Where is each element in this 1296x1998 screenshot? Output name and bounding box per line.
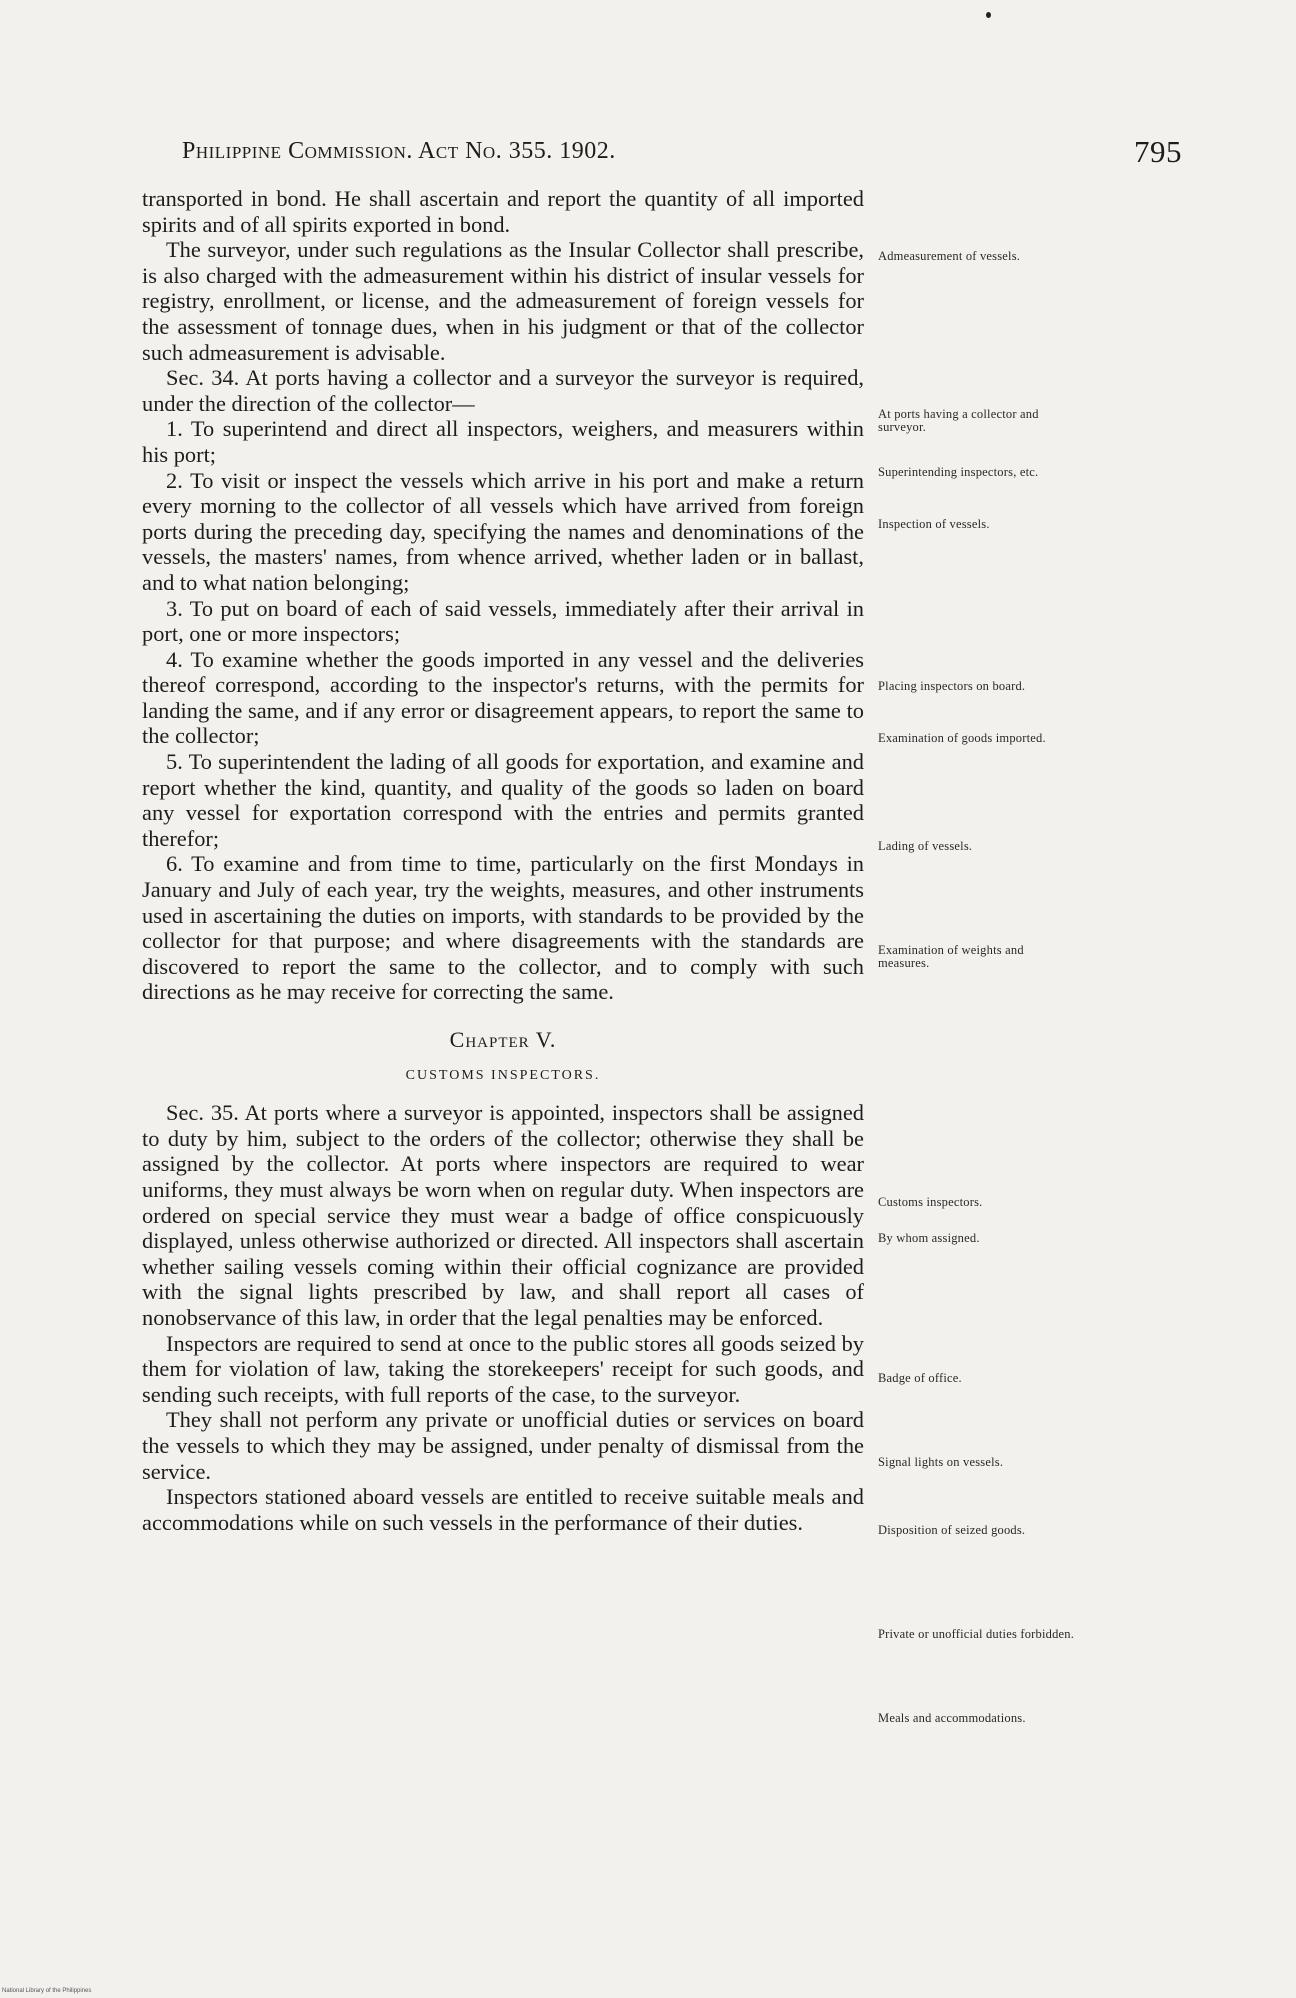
running-head xyxy=(182,136,1182,172)
margin-note: Admeasurement of vessels. xyxy=(878,249,1021,263)
paragraph: 1. To superintend and direct all inspectors, weighers, and measurers within his port; xyxy=(142,416,864,467)
paragraph: 5. To superintendent the lading of all goods for exportation, and examine and report whether the kind, quantity, and quality of the goods so laden on board any vessel for exportation correspond with the entries and permits granted therefor; xyxy=(142,749,864,851)
running-head-title: Philippine Commission. Act No. 355. 1902. xyxy=(182,138,616,164)
chapter-heading: Chapter V. xyxy=(449,1027,557,1052)
margin-note: Signal lights on vessels. xyxy=(878,1455,1004,1469)
margin-note: Disposition of seized goods. xyxy=(878,1523,1026,1537)
paragraph: 3. To put on board of each of said vessels, immediately after their arrival in port, one or more inspectors; xyxy=(142,595,864,647)
paragraph: Sec. 35. At ports where a surveyor is appointed, inspectors shall be assigned to duty by him, subject to the orders of the collector; otherwise they shall be assigned by the collector. At ports where inspectors are required to wear uniforms, they must always be worn when on regular duty. When inspectors are ordered on special service they must wear a badge of office conspicuously displayed, unless otherwise authorized or directed. All inspectors shall ascertain whether sailing vessels coming within their official cognizance are provided with the signal lights prescribed by law, and shall report all cases of nonobservance of this law, in order that the legal penalties may be enforced. xyxy=(142,1100,864,1330)
margin-note: Lading of vessels. xyxy=(878,839,973,853)
ink-speck xyxy=(986,12,991,18)
margin-note: Private or unofficial duties forbidden. xyxy=(878,1627,1075,1641)
page-number: 795 xyxy=(1134,134,1182,169)
scan-footer: National Library of the Philippines xyxy=(2,1988,92,1994)
section-subheading: CUSTOMS INSPECTORS. xyxy=(405,1067,601,1083)
margin-note: Superintending inspectors, etc. xyxy=(878,465,1039,479)
paragraph: Inspectors stationed aboard vessels are entitled to receive suitable meals and accommodations while on such vessels in the performance of their duties. xyxy=(142,1484,864,1535)
paragraph: 2. To visit or inspect the vessels which arrive in his port and make a return every morning to the collector of all vessels which have arrived from foreign ports during the preceding day, specifying the names and denominations of the vessels, the masters' names, from whence arrived, whether laden or in ballast, and to what nation belonging; xyxy=(142,467,864,595)
paragraph: transported in bond. He shall ascertain and report the quantity of all imported spirits and of all spirits exported in bond. xyxy=(142,186,864,237)
margin-note: Customs inspectors. xyxy=(878,1195,983,1209)
paragraph: They shall not perform any private or unofficial duties or services on board the vessels to which they may be assigned, under penalty of dismissal from the service. xyxy=(142,1407,864,1484)
body-text xyxy=(142,186,864,1535)
margin-note: Inspection of vessels. xyxy=(878,517,990,531)
paragraph: Sec. 34. At ports having a collector and a surveyor the surveyor is required, under the direction of the collector— xyxy=(142,365,864,416)
margin-note: Examination of weights and measures. xyxy=(878,943,1024,970)
margin-note: Examination of goods imported. xyxy=(878,731,1046,745)
paragraph: Inspectors are required to send at once to the public stores all goods seized by them for violation of law, taking the storekeepers' receipt for such goods, and sending such receipts, with full reports of the case, to the surveyor. xyxy=(142,1330,864,1407)
paragraph: The surveyor, under such regulations as the Insular Collector shall prescribe, is also charged with the admeasurement within his district of insular vessels for registry, enrollment, or license, and the admeasurement of foreign vessels for the assessment of tonnage dues, when in his judgment or that of the collector such admeasurement is advisable. xyxy=(142,237,864,365)
paragraph: 4. To examine whether the goods imported in any vessel and the deliveries thereof correspond, according to the inspector's returns, with the permits for landing the same, and if any error or disagreement appears, to report the same to the collector; xyxy=(142,646,864,749)
margin-note: By whom assigned. xyxy=(878,1231,980,1245)
paragraph: 6. To examine and from time to time, particularly on the first Mondays in January and July of each year, try the weights, measures, and other instruments used in ascertaining the duties on imports, with standards to be provided by the collector for that purpose; and where disagreements with the standards are discovered to report the same to the collector, and to comply with such directions as he may receive for correcting the same. xyxy=(142,851,864,1005)
margin-note: Placing inspectors on board. xyxy=(878,679,1026,693)
margin-note: Meals and accommodations. xyxy=(878,1711,1026,1725)
margin-note: At ports having a collector and surveyor. xyxy=(878,407,1039,434)
margin-note: Badge of office. xyxy=(878,1371,962,1385)
